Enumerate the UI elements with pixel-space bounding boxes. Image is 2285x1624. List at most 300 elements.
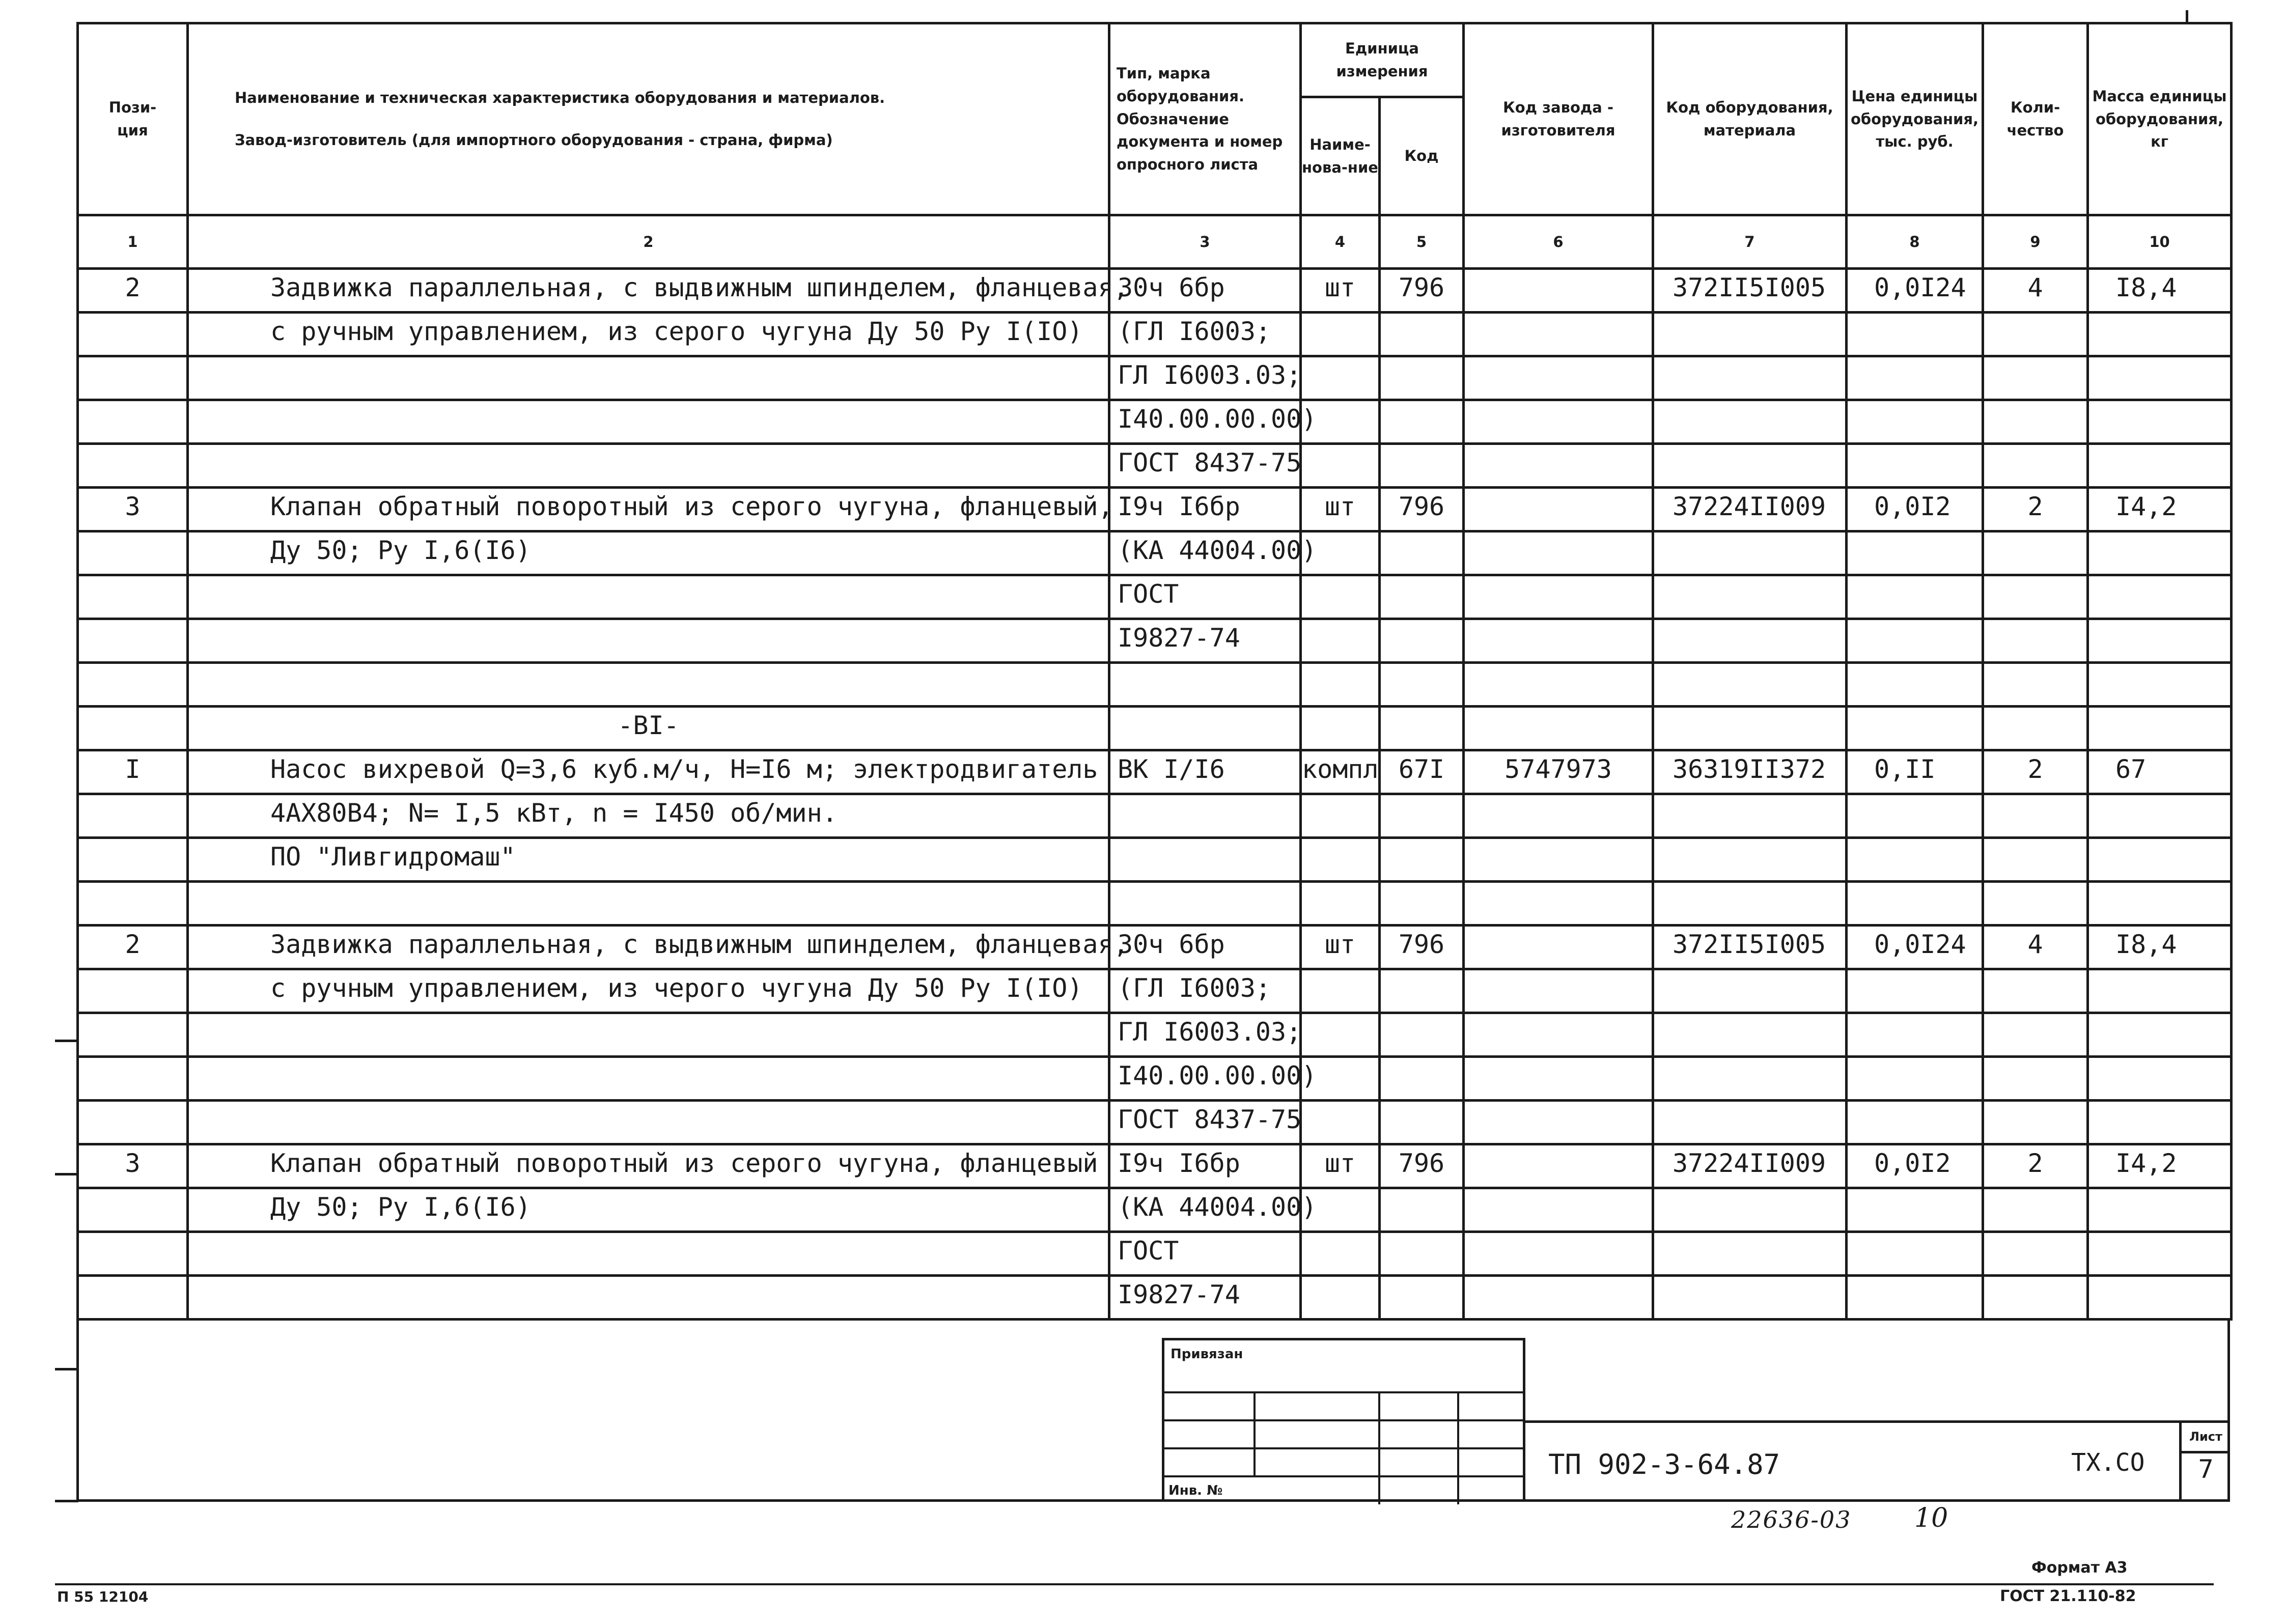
- cell-mass: 67: [2088, 750, 2232, 794]
- cell-position: [78, 794, 188, 838]
- stamp-linked-label: Привязан: [1171, 1347, 1243, 1362]
- cell-unit-code: [1380, 313, 1464, 356]
- cell-name: [188, 1276, 1109, 1320]
- cell-position: [78, 707, 188, 750]
- cell-mass: I8,4: [2088, 926, 2232, 969]
- cell-mass: [2088, 356, 2232, 400]
- cell-unit-code: [1380, 1057, 1464, 1101]
- cell-unit-name: [1301, 356, 1380, 400]
- cell-quantity: [1983, 1057, 2088, 1101]
- cell-unit-name: [1301, 1276, 1380, 1320]
- cell-price: 0,0I2: [1847, 1144, 1983, 1188]
- cell-name: Клапан обратный поворотный из серого чугуна, фланцевый: [188, 1144, 1109, 1188]
- cell-name: [188, 356, 1109, 400]
- sheet-label: Лист: [2182, 1423, 2230, 1453]
- cell-type: I9827-74: [1109, 619, 1301, 663]
- cell-type: I40.00.00.00): [1109, 1057, 1301, 1101]
- table-row: [78, 444, 2232, 488]
- cell-maker-code: [1464, 313, 1653, 356]
- table-row: [78, 1276, 2232, 1320]
- cell-position: [78, 1188, 188, 1232]
- cell-position: [78, 531, 188, 575]
- cell-position: [78, 1013, 188, 1057]
- cell-name: -BI-: [188, 707, 1109, 750]
- cell-position: [78, 619, 188, 663]
- cell-price: [1847, 794, 1983, 838]
- column-number: 10: [2088, 215, 2232, 269]
- cell-maker-code: [1464, 707, 1653, 750]
- cell-quantity: [1983, 400, 2088, 444]
- cell-price: [1847, 619, 1983, 663]
- cell-unit-name: [1301, 1101, 1380, 1144]
- sheet-code: ТХ.СО: [2071, 1448, 2145, 1477]
- cell-maker-code: [1464, 269, 1653, 313]
- cell-maker-code: [1464, 356, 1653, 400]
- cell-price: [1847, 1232, 1983, 1276]
- cell-unit-name: шт: [1301, 488, 1380, 531]
- cell-price: [1847, 707, 1983, 750]
- table-row: [78, 707, 2232, 750]
- cell-maker-code: [1464, 882, 1653, 926]
- header-equipment-code: Код оборудования, материала: [1653, 23, 1847, 215]
- cell-name: с ручным управлением, из черого чугуна Ду 50 Ру I(IO): [188, 969, 1109, 1013]
- cell-type: [1109, 663, 1301, 707]
- table-row: [78, 926, 2232, 969]
- cell-name: [188, 1101, 1109, 1144]
- cell-name: [188, 619, 1109, 663]
- cell-mass: [2088, 838, 2232, 882]
- cell-unit-code: [1380, 575, 1464, 619]
- table-row: [78, 1057, 2232, 1101]
- table-row: [78, 1232, 2232, 1276]
- table-row: [78, 1101, 2232, 1144]
- cell-price: [1847, 1101, 1983, 1144]
- header-price: Цена единицы оборудования, тыс. руб.: [1847, 23, 1983, 215]
- cell-name: [188, 575, 1109, 619]
- cell-name: [188, 882, 1109, 926]
- cell-type: [1109, 794, 1301, 838]
- cell-unit-name: шт: [1301, 926, 1380, 969]
- cell-mass: [2088, 619, 2232, 663]
- column-number: 4: [1301, 215, 1380, 269]
- table-row: [78, 1144, 2232, 1188]
- cell-quantity: [1983, 619, 2088, 663]
- cell-quantity: [1983, 444, 2088, 488]
- cell-position: [78, 356, 188, 400]
- cell-unit-code: [1380, 1276, 1464, 1320]
- column-number: 2: [188, 215, 1109, 269]
- cell-equipment-code: [1653, 1057, 1847, 1101]
- cell-equipment-code: [1653, 1101, 1847, 1144]
- header-maker-code: Код завода - изготовителя: [1464, 23, 1653, 215]
- title-block: [1525, 1420, 2230, 1502]
- cell-maker-code: 5747973: [1464, 750, 1653, 794]
- cell-type: ВК I/I6: [1109, 750, 1301, 794]
- cell-type: ГОСТ 8437-75: [1109, 444, 1301, 488]
- cell-equipment-code: [1653, 882, 1847, 926]
- cell-unit-code: [1380, 969, 1464, 1013]
- cell-equipment-code: 37224II009: [1653, 1144, 1847, 1188]
- cell-unit-code: [1380, 1101, 1464, 1144]
- cell-maker-code: [1464, 400, 1653, 444]
- cell-maker-code: [1464, 794, 1653, 838]
- cell-type: I9827-74: [1109, 1276, 1301, 1320]
- header-mass: Масса единицы оборудования, кг: [2088, 23, 2232, 215]
- handwritten-archive-number: 22636-03: [1731, 1506, 1852, 1533]
- cell-maker-code: [1464, 1188, 1653, 1232]
- table-row: [78, 356, 2232, 400]
- cell-name: [188, 1232, 1109, 1276]
- column-number-row: [78, 215, 2232, 269]
- cell-unit-code: 796: [1380, 269, 1464, 313]
- cell-quantity: 2: [1983, 750, 2088, 794]
- table-row: [78, 313, 2232, 356]
- stamp-line: [1164, 1419, 1523, 1421]
- cell-position: 3: [78, 488, 188, 531]
- table-row: [78, 269, 2232, 313]
- cell-mass: I4,2: [2088, 488, 2232, 531]
- cell-price: 0,0I24: [1847, 269, 1983, 313]
- cell-price: [1847, 663, 1983, 707]
- table-row: [78, 794, 2232, 838]
- cell-unit-name: [1301, 444, 1380, 488]
- binding-tick: [55, 1368, 78, 1370]
- cell-position: [78, 838, 188, 882]
- cell-position: [78, 313, 188, 356]
- cell-quantity: [1983, 313, 2088, 356]
- cell-mass: I4,2: [2088, 1144, 2232, 1188]
- cell-equipment-code: [1653, 969, 1847, 1013]
- cell-equipment-code: [1653, 313, 1847, 356]
- cell-name: ПО "Ливгидромаш": [188, 838, 1109, 882]
- cell-mass: [2088, 1013, 2232, 1057]
- cell-position: [78, 444, 188, 488]
- cell-unit-name: [1301, 1013, 1380, 1057]
- cell-unit-code: [1380, 619, 1464, 663]
- cell-mass: [2088, 663, 2232, 707]
- cell-equipment-code: [1653, 575, 1847, 619]
- cell-maker-code: [1464, 1101, 1653, 1144]
- cell-mass: [2088, 1276, 2232, 1320]
- cell-price: 0,II: [1847, 750, 1983, 794]
- cell-mass: I8,4: [2088, 269, 2232, 313]
- table-row: [78, 838, 2232, 882]
- cell-quantity: [1983, 356, 2088, 400]
- binding-tick: [55, 1173, 78, 1175]
- cell-equipment-code: 36319II372: [1653, 750, 1847, 794]
- column-number: 9: [1983, 215, 2088, 269]
- cell-unit-code: 796: [1380, 488, 1464, 531]
- cell-unit-code: [1380, 1013, 1464, 1057]
- cell-price: [1847, 400, 1983, 444]
- cell-maker-code: [1464, 663, 1653, 707]
- cell-name: Ду 50; Ру I,6(I6): [188, 1188, 1109, 1232]
- cell-name: [188, 1013, 1109, 1057]
- header-name-line2: Завод-изготовитель (для импортного оборудования - страна, фирма): [235, 131, 833, 149]
- cell-type: 30ч 6бр: [1109, 269, 1301, 313]
- cell-unit-code: 796: [1380, 926, 1464, 969]
- cell-equipment-code: [1653, 794, 1847, 838]
- cell-unit-code: [1380, 531, 1464, 575]
- cell-equipment-code: [1653, 444, 1847, 488]
- cell-position: 3: [78, 1144, 188, 1188]
- cell-type: [1109, 838, 1301, 882]
- column-number: 3: [1109, 215, 1301, 269]
- form-code: П 55 12104: [57, 1588, 149, 1605]
- cell-quantity: [1983, 969, 2088, 1013]
- cell-unit-name: шт: [1301, 269, 1380, 313]
- column-number: 8: [1847, 215, 1983, 269]
- table-row: [78, 882, 2232, 926]
- cell-mass: [2088, 794, 2232, 838]
- cell-unit-code: [1380, 356, 1464, 400]
- cell-unit-name: [1301, 1232, 1380, 1276]
- cell-name: с ручным управлением, из серого чугуна Ду 50 Ру I(IO): [188, 313, 1109, 356]
- cell-name: Ду 50; Ру I,6(I6): [188, 531, 1109, 575]
- cell-price: [1847, 1188, 1983, 1232]
- stamp-line: [1164, 1475, 1523, 1477]
- cell-mass: [2088, 1188, 2232, 1232]
- cell-type: ГОСТ 8437-75: [1109, 1101, 1301, 1144]
- cell-equipment-code: [1653, 356, 1847, 400]
- column-number: 7: [1653, 215, 1847, 269]
- cell-unit-code: 796: [1380, 1144, 1464, 1188]
- cell-type: (ГЛ I6003;: [1109, 313, 1301, 356]
- table-row: [78, 619, 2232, 663]
- cell-quantity: [1983, 1276, 2088, 1320]
- header-name-line1: Наименование и техническая характеристика оборудования и материалов.: [235, 89, 885, 107]
- cell-type: (ГЛ I6003;: [1109, 969, 1301, 1013]
- header-position: Пози- ция: [78, 23, 188, 215]
- cell-quantity: [1983, 575, 2088, 619]
- cell-position: [78, 1057, 188, 1101]
- cell-price: [1847, 882, 1983, 926]
- specification-table: [76, 22, 2233, 1321]
- cell-quantity: 4: [1983, 926, 2088, 969]
- cell-position: [78, 1101, 188, 1144]
- cell-unit-code: 67I: [1380, 750, 1464, 794]
- cell-price: [1847, 969, 1983, 1013]
- cell-mass: [2088, 444, 2232, 488]
- cell-quantity: [1983, 838, 2088, 882]
- table-row: [78, 663, 2232, 707]
- cell-quantity: [1983, 531, 2088, 575]
- cell-price: [1847, 444, 1983, 488]
- cell-position: [78, 1276, 188, 1320]
- cell-position: [78, 400, 188, 444]
- cell-mass: [2088, 1101, 2232, 1144]
- cell-quantity: [1983, 1013, 2088, 1057]
- cell-unit-code: [1380, 663, 1464, 707]
- cell-type: [1109, 707, 1301, 750]
- cell-maker-code: [1464, 969, 1653, 1013]
- cell-mass: [2088, 969, 2232, 1013]
- cell-name: Задвижка параллельная, с выдвижным шпинделем, фланцевая,: [188, 926, 1109, 969]
- cell-equipment-code: 372II5I005: [1653, 269, 1847, 313]
- cell-unit-code: [1380, 400, 1464, 444]
- cell-price: [1847, 313, 1983, 356]
- cell-unit-name: [1301, 838, 1380, 882]
- cell-mass: [2088, 313, 2232, 356]
- cell-unit-name: [1301, 882, 1380, 926]
- cell-type: ГЛ I6003.03;: [1109, 356, 1301, 400]
- header-unit-name: Наиме-нова-ние: [1301, 97, 1380, 215]
- cell-maker-code: [1464, 575, 1653, 619]
- column-number: 1: [78, 215, 188, 269]
- cell-type: I9ч I6бр: [1109, 1144, 1301, 1188]
- column-number: 5: [1380, 215, 1464, 269]
- cell-quantity: [1983, 794, 2088, 838]
- cell-name: [188, 1057, 1109, 1101]
- cell-price: [1847, 531, 1983, 575]
- cell-mass: [2088, 1232, 2232, 1276]
- cell-unit-name: компл: [1301, 750, 1380, 794]
- cell-position: I: [78, 750, 188, 794]
- stamp-line: [1164, 1447, 1523, 1449]
- cell-unit-code: [1380, 1188, 1464, 1232]
- cell-mass: [2088, 400, 2232, 444]
- table-row: [78, 1188, 2232, 1232]
- cell-equipment-code: [1653, 838, 1847, 882]
- cell-mass: [2088, 882, 2232, 926]
- table-row: [78, 400, 2232, 444]
- cell-maker-code: [1464, 1013, 1653, 1057]
- cell-quantity: [1983, 663, 2088, 707]
- stamp-line: [1253, 1391, 1256, 1475]
- cell-quantity: 4: [1983, 269, 2088, 313]
- cell-position: [78, 969, 188, 1013]
- header-name: [188, 23, 1109, 215]
- cell-quantity: [1983, 1188, 2088, 1232]
- cell-maker-code: [1464, 838, 1653, 882]
- cell-quantity: [1983, 882, 2088, 926]
- cell-position: [78, 575, 188, 619]
- cell-name: [188, 400, 1109, 444]
- cell-type: [1109, 882, 1301, 926]
- cell-equipment-code: 37224II009: [1653, 488, 1847, 531]
- column-number: 6: [1464, 215, 1653, 269]
- table-row: [78, 488, 2232, 531]
- cell-position: [78, 882, 188, 926]
- cell-unit-code: [1380, 444, 1464, 488]
- cell-name: Клапан обратный поворотный из серого чугуна, фланцевый,: [188, 488, 1109, 531]
- cell-maker-code: [1464, 1276, 1653, 1320]
- cell-mass: [2088, 1057, 2232, 1101]
- cell-price: [1847, 838, 1983, 882]
- header-type: Тип, марка оборудования. Обозначение документа и номер опросного листа: [1109, 23, 1301, 215]
- cell-type: I9ч I6бр: [1109, 488, 1301, 531]
- cell-type: ГОСТ: [1109, 1232, 1301, 1276]
- table-row: [78, 575, 2232, 619]
- cell-equipment-code: [1653, 531, 1847, 575]
- cell-quantity: 2: [1983, 488, 2088, 531]
- cell-price: 0,0I24: [1847, 926, 1983, 969]
- cell-type: ГЛ I6003.03;: [1109, 1013, 1301, 1057]
- cell-mass: [2088, 575, 2232, 619]
- cell-mass: [2088, 707, 2232, 750]
- cell-equipment-code: [1653, 400, 1847, 444]
- cell-price: [1847, 1013, 1983, 1057]
- sheet-number: 7: [2198, 1454, 2214, 1484]
- cell-unit-code: [1380, 1232, 1464, 1276]
- cell-equipment-code: [1653, 663, 1847, 707]
- stamp-line: [1378, 1391, 1380, 1504]
- cell-maker-code: [1464, 1144, 1653, 1188]
- cell-quantity: [1983, 1101, 2088, 1144]
- header-unit-code: Код: [1380, 97, 1464, 215]
- specification-body: [78, 269, 2232, 1320]
- cell-mass: [2088, 531, 2232, 575]
- cell-position: [78, 663, 188, 707]
- cell-position: 2: [78, 269, 188, 313]
- cell-unit-name: [1301, 707, 1380, 750]
- cell-unit-name: [1301, 313, 1380, 356]
- stamp-line: [1164, 1391, 1523, 1393]
- cell-name: [188, 663, 1109, 707]
- cell-quantity: [1983, 707, 2088, 750]
- cell-quantity: [1983, 1232, 2088, 1276]
- table-row: [78, 750, 2232, 794]
- cell-unit-code: [1380, 882, 1464, 926]
- cell-maker-code: [1464, 926, 1653, 969]
- cell-type: (КА 44004.00): [1109, 531, 1301, 575]
- cell-maker-code: [1464, 619, 1653, 663]
- cell-maker-code: [1464, 1057, 1653, 1101]
- cell-quantity: 2: [1983, 1144, 2088, 1188]
- header-unit: Единица измерения: [1301, 23, 1464, 97]
- cell-equipment-code: [1653, 1232, 1847, 1276]
- cell-unit-code: [1380, 794, 1464, 838]
- cell-price: 0,0I2: [1847, 488, 1983, 531]
- frame-extension-line: [55, 1500, 78, 1502]
- cell-unit-name: шт: [1301, 1144, 1380, 1188]
- cell-unit-name: [1301, 663, 1380, 707]
- binding-tick: [55, 1040, 78, 1042]
- cell-type: ГОСТ: [1109, 575, 1301, 619]
- cell-price: [1847, 1276, 1983, 1320]
- cell-maker-code: [1464, 531, 1653, 575]
- cell-equipment-code: [1653, 1013, 1847, 1057]
- header-quantity: Коли-чество: [1983, 23, 2088, 215]
- table-row: [78, 969, 2232, 1013]
- cell-name: Задвижка параллельная, с выдвижным шпинделем, фланцевая,: [188, 269, 1109, 313]
- cell-unit-name: [1301, 969, 1380, 1013]
- cell-price: [1847, 356, 1983, 400]
- handwritten-page-number: 10: [1914, 1503, 1948, 1533]
- cell-equipment-code: [1653, 619, 1847, 663]
- cell-equipment-code: [1653, 707, 1847, 750]
- cell-name: 4АХ80В4; N= I,5 кВт, n = I450 об/мин.: [188, 794, 1109, 838]
- cell-type: (КА 44004.00): [1109, 1188, 1301, 1232]
- cell-name: [188, 444, 1109, 488]
- cell-position: [78, 1232, 188, 1276]
- binding-stamp: [1162, 1338, 1525, 1502]
- cell-type: I40.00.00.00): [1109, 400, 1301, 444]
- document-code: ТП 902-3-64.87: [1548, 1448, 1780, 1480]
- cell-maker-code: [1464, 1232, 1653, 1276]
- stamp-inventory-label: Инв. №: [1168, 1483, 1223, 1498]
- cell-equipment-code: 372II5I005: [1653, 926, 1847, 969]
- cell-unit-code: [1380, 707, 1464, 750]
- cell-name: Насос вихревой Q=3,6 куб.м/ч, Н=I6 м; электродвигатель: [188, 750, 1109, 794]
- bottom-rule: [55, 1583, 2214, 1585]
- cell-equipment-code: [1653, 1188, 1847, 1232]
- format-label: Формат А3: [2031, 1559, 2128, 1577]
- cell-maker-code: [1464, 488, 1653, 531]
- cell-maker-code: [1464, 444, 1653, 488]
- cell-type: 30ч 6бр: [1109, 926, 1301, 969]
- cell-position: 2: [78, 926, 188, 969]
